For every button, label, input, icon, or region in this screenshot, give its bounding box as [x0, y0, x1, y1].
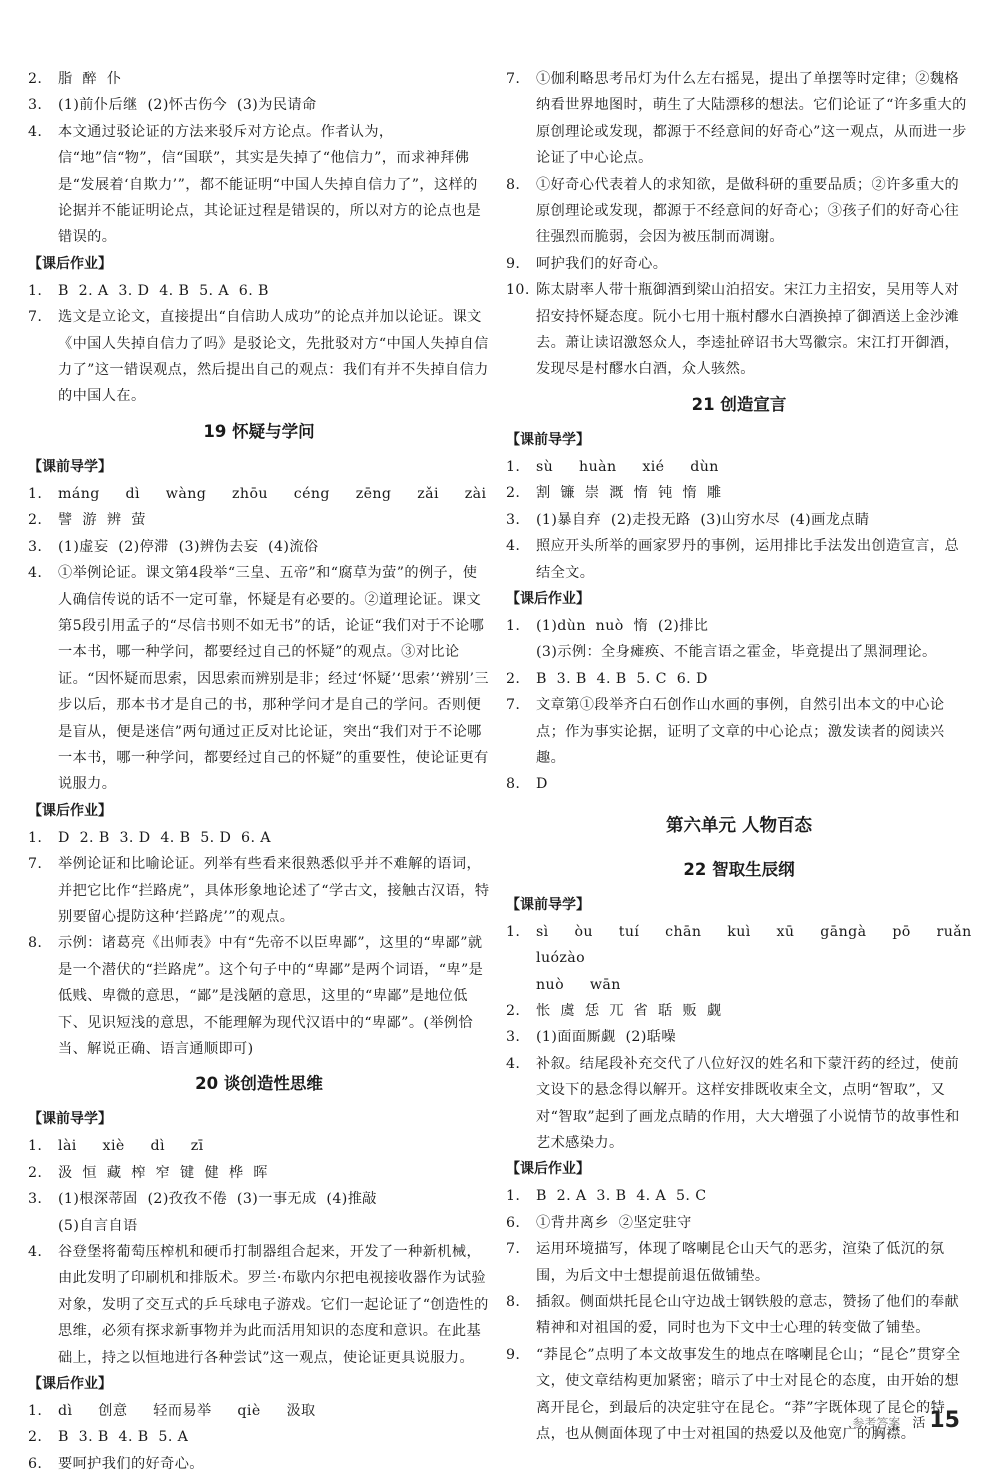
item-text: 割 镰 崇 溉 惰 钝 惰 雕	[536, 485, 722, 502]
item-text: 选文是立论文，直接提出“自信助人成功”的论点并加以论证。课文《中国人失掉自信力了吗》是驳论文，先批驳对方“中国人失掉自信力了”这一错误观点，然后提出自己的观点：我们有并不失掉自信力的中国人在。	[58, 309, 489, 405]
item-number: 2.	[506, 670, 521, 687]
item-number: 6.	[28, 1455, 43, 1472]
answer-item	[28, 278, 490, 304]
section-label: 【课后作业】	[28, 1376, 112, 1393]
item-text: lài xiè dì zī	[58, 1138, 204, 1155]
answer-item	[506, 919, 972, 998]
lesson-heading: 19 怀疑与学问	[203, 421, 315, 441]
answer-item	[506, 66, 972, 172]
item-number: 3.	[28, 1191, 43, 1208]
answer-item	[506, 533, 972, 586]
item-text: sù huàn xié dùn	[536, 458, 719, 475]
item-number: 2.	[506, 1002, 521, 1019]
lesson-heading: 20 谈创造性思维	[195, 1074, 323, 1094]
item-text: D 2. B 3. D 4. B 5. D 6. A	[58, 829, 271, 846]
answer-item	[506, 613, 972, 666]
item-number: 6.	[506, 1214, 521, 1231]
answer-item	[506, 1183, 972, 1209]
answer-item	[506, 692, 972, 771]
item-text: B 2. A 3. B 4. A 5. C	[536, 1188, 707, 1205]
right-column	[506, 66, 972, 1447]
section-label: 【课后作业】	[506, 1161, 590, 1178]
answer-item	[28, 560, 490, 798]
answer-item	[28, 1133, 490, 1159]
item-text: (1)面面厮觑 (2)聒噪	[536, 1029, 676, 1046]
item-number: 2.	[506, 485, 521, 502]
item-text: ①举例论证。课文第4段举“三皇、五帝”和“腐草为萤”的例子，使人确信传说的话不一定可靠，怀疑是有必要的。②道理论证。课文第5段引用孟子的“尽信书则不如无书”的话，论证“我们对于不论哪一本书，哪一种学问，都要经过自己的怀疑”的观点。③对比论证。“因怀疑而思索，因思索而辨别是非；经过‘怀疑’‘思索’‘辨别’三步以后，那本书才是自己的书，那种学问才是自己的学问。否则便是盲从，便是迷信”两句通过正反对比论证，突出“我们对于不论哪一本书，哪一种学问，都要经过自己的怀疑”的重要性，使论证更有说服力。	[58, 565, 489, 793]
answer-item	[506, 666, 972, 692]
item-text: B 3. B 4. B 5. A	[58, 1429, 189, 1446]
answer-item	[28, 1239, 490, 1371]
item-number: 1.	[28, 829, 43, 846]
item-text: (1)根深蒂固 (2)孜孜不倦 (3)一事无成 (4)推敲 (5)自言自语	[58, 1191, 377, 1234]
item-text: 示例：诸葛亮《出师表》中有“先帝不以臣卑鄙”，这里的“卑鄙”就是一个潜伏的“拦路虎”。这个句子中的“卑鄙”是两个词语，“卑”是低贱、卑微的意思，“鄙”是浅陋的意思，这里的“卑鄙”是地位低下、见识短浅的意思，不能理解为现代汉语中的“卑鄙”。(举例恰当、解说正确、语言通顺即可)	[58, 935, 484, 1057]
answer-item	[506, 998, 972, 1024]
answer-item	[506, 454, 972, 480]
section-label: 【课前导学】	[506, 431, 590, 448]
item-number: 4.	[506, 1055, 521, 1072]
answer-item	[28, 92, 490, 118]
answer-item	[28, 1398, 490, 1424]
item-number: 4.	[28, 1244, 43, 1261]
item-text: “莽昆仑”点明了本文故事发生的地点在喀喇昆仑山；“昆仑”贯穿全文，使文章结构更加紧密；暗示了中士对昆仑的态度，由开始的想离开昆仑，到最后的决定驻守在昆仑。“莽”字既体现了昆仑的特点，也从侧面体现了中士对祖国的热爱以及他宽广的胸襟。	[536, 1346, 961, 1443]
item-number: 4.	[506, 538, 521, 555]
answer-item	[28, 534, 490, 560]
item-text: (1)dùn nuò 惰 (2)排比 (3)示例：全身瘫痪、不能言语之霍金，毕竟提出了黑洞理论。	[536, 617, 937, 661]
item-number: 1.	[506, 458, 521, 475]
item-text: 运用环境描写，体现了喀喇昆仑山天气的恶劣，渲染了低沉的氛围，为后文中士想提前退伍做铺垫。	[536, 1241, 945, 1284]
answer-item	[28, 119, 490, 251]
item-number: 2.	[28, 1164, 43, 1181]
item-text: 文章第①段举齐白石创作山水画的事例，自然引出本文的中心论点；作为事实论据，证明了文章的中心论点；激发读者的阅读兴趣。	[536, 697, 945, 766]
lesson-heading: 21 创造宣言	[691, 394, 787, 414]
item-number: 7.	[506, 697, 521, 714]
item-number: 8.	[28, 935, 43, 952]
item-number: 9.	[506, 1346, 521, 1363]
item-text: 插叙。侧面烘托昆仑山守边战士钢铁般的意志，赞扬了他们的奉献精神和对祖国的爱，同时也为下文中士心理的转变做了铺垫。	[536, 1294, 960, 1337]
item-text: máng dì wàng zhōu céng zēng zǎi zài	[58, 485, 487, 502]
item-number: 7.	[28, 856, 43, 873]
answer-item	[506, 1236, 972, 1289]
item-text: (1)虚妄 (2)停滞 (3)辨伪去妄 (4)流俗	[58, 538, 319, 555]
item-text: ①伽利略思考吊灯为什么左右摇晃，提出了单摆等时定律；②魏格纳看世界地图时，萌生了大陆漂移的想法。它们论证了“许多重大的原创理论或发现，都源于不经意间的好奇心”这一观点，从而进一步论证了中心论点。	[536, 71, 967, 167]
item-text: 谷登堡将葡萄压榨机和硬币打制器组合起来，开发了一种新机械，由此发明了印刷机和排版术。罗兰·布歇内尔把电视接收器作为试验对象，发明了交互式的乒乓球电子游戏。它们一起论证了“创造性的思维，必须有探求新事物并为此而活用知识的态度和意识。在此基础上，持之以恒地进行各种尝试”这一观点，使论证更具说服力。	[58, 1244, 489, 1366]
item-text: 脂 醉 仆	[58, 71, 122, 87]
footer-tag: 活	[912, 1416, 926, 1431]
section-label: 【课后作业】	[506, 590, 590, 607]
answer-item	[506, 1210, 972, 1236]
section-label: 【课后作业】	[28, 255, 112, 272]
answer-item	[28, 304, 490, 410]
item-text: (1)前仆后继 (2)怀古伤今 (3)为民请命	[58, 97, 317, 114]
answer-item	[506, 277, 972, 383]
answer-item	[28, 507, 490, 533]
item-number: 1.	[28, 1403, 43, 1420]
item-number: 1.	[506, 1188, 521, 1205]
answer-item	[506, 480, 972, 506]
item-text: 呵护我们的好奇心。	[536, 255, 668, 272]
answer-item	[28, 1160, 490, 1186]
answer-item	[28, 930, 490, 1062]
item-text: B 2. A 3. D 4. B 5. A 6. B	[58, 282, 269, 299]
item-number: 4.	[28, 123, 43, 140]
item-number: 2.	[28, 71, 43, 87]
answer-item	[28, 1451, 490, 1477]
item-text: sì òu tuí chān kuì xū gāngà pō ruǎn luózào nuò wān	[536, 923, 972, 993]
item-text: 照应开头所举的画家罗丹的事例，运用排比手法发出创造宣言，总结全文。	[536, 538, 960, 581]
item-number: 3.	[28, 538, 43, 555]
item-number: 8.	[506, 776, 521, 793]
answer-item	[506, 251, 972, 277]
item-number: 2.	[28, 512, 43, 529]
answer-item	[506, 1024, 972, 1050]
answer-item	[506, 1289, 972, 1342]
section-label: 【课前导学】	[28, 1111, 112, 1128]
item-number: 7.	[28, 309, 43, 326]
unit-heading: 第六单元 人物百态	[665, 815, 813, 836]
item-text: 怅 虞 恁 兀 省 聒 贩 觑	[536, 1002, 722, 1019]
item-text: dì 创意 轻而易举 qiè 汲取	[58, 1403, 316, 1420]
item-text: 譬 游 辨 萤	[58, 512, 146, 529]
left-column	[28, 66, 490, 1477]
item-number: 1.	[506, 923, 521, 940]
answer-item	[28, 851, 490, 930]
item-number: 2.	[28, 1429, 43, 1446]
answer-item	[506, 172, 972, 251]
answer-item	[28, 66, 490, 92]
item-number: 1.	[506, 617, 521, 634]
item-number: 8.	[506, 1294, 521, 1311]
lesson-heading: 22 智取生辰纲	[683, 859, 795, 879]
item-text: 汲 恒 藏 榨 窄 键 健 桦 晖	[58, 1164, 268, 1181]
item-number: 3.	[506, 1029, 521, 1046]
answer-item	[28, 1186, 490, 1239]
item-number: 4.	[28, 565, 43, 582]
item-number: 8.	[506, 176, 521, 193]
answer-item	[28, 1424, 490, 1450]
item-text: B 3. B 4. B 5. C 6. D	[536, 670, 708, 687]
item-number: 3.	[506, 511, 521, 528]
item-number: 7.	[506, 1241, 521, 1258]
item-text: 补叙。结尾段补充交代了八位好汉的姓名和下蒙汗药的经过，使前文设下的悬念得以解开。这样安排既收束全文，点明“智取”，又对“智取”起到了画龙点睛的作用，大大增强了小说情节的故事性和艺术感染力。	[536, 1055, 960, 1151]
item-text: 要呵护我们的好奇心。	[58, 1455, 204, 1472]
item-text: ①好奇心代表着人的求知欲，是做科研的重要品质；②许多重大的原创理论或发现，都源于不经意间的好奇心；③孩子们的好奇心往往强烈而脆弱，会因为被压制而凋谢。	[536, 176, 960, 246]
item-number: 1.	[28, 282, 43, 299]
item-number: 10.	[506, 282, 530, 299]
answer-item	[28, 481, 490, 507]
item-text: 举例论证和比喻论证。列举有些看来很熟悉似乎并不难解的语词，并把它比作“拦路虎”，具体形象地论述了“学古文，接触古汉语，特别要留心提防这种‘拦路虎’”的观点。	[58, 856, 490, 925]
answer-item	[506, 1051, 972, 1157]
item-text: 本文通过驳论证的方法来驳斥对方论点。作者认为，信“地”信“物”，信“国联”，其实是失掉了“他信力”，而求神拜佛是“发展着‘自欺力’”，都不能证明“中国人失掉自信力了”，这样的论据并不能证明论点，其论证过程是错误的，所以对方的论点也是错误的。	[58, 123, 482, 246]
item-number: 1.	[28, 485, 43, 502]
item-number: 1.	[28, 1138, 43, 1155]
item-number: 7.	[506, 71, 521, 87]
answer-item	[506, 771, 972, 797]
item-text: (1)暴自弃 (2)走投无路 (3)山穷水尽 (4)画龙点睛	[536, 511, 870, 528]
item-number: 9.	[506, 255, 521, 272]
answer-item	[506, 507, 972, 533]
answer-item	[28, 825, 490, 851]
footer-section: 参考答案	[852, 1416, 901, 1430]
section-label: 【课前导学】	[28, 458, 112, 475]
page-number: 15	[929, 1408, 960, 1433]
item-text: D	[536, 776, 548, 793]
item-text: ①背井离乡 ②坚定驻守	[536, 1214, 692, 1231]
section-label: 【课后作业】	[28, 802, 112, 819]
section-label: 【课前导学】	[506, 896, 590, 913]
page-footer	[852, 1408, 960, 1433]
item-text: 陈太尉率人带十瓶御酒到梁山泊招安。宋江力主招安，吴用等人对招安持怀疑态度。阮小七用十瓶村醪水白酒换掉了御酒送上金沙滩去。萧让读诏激怒众人，李逵扯碎诏书大骂徽宗。宋江打开御酒，发现尽是村醪水白酒，众人骇然。	[536, 282, 960, 378]
item-number: 3.	[28, 97, 43, 114]
